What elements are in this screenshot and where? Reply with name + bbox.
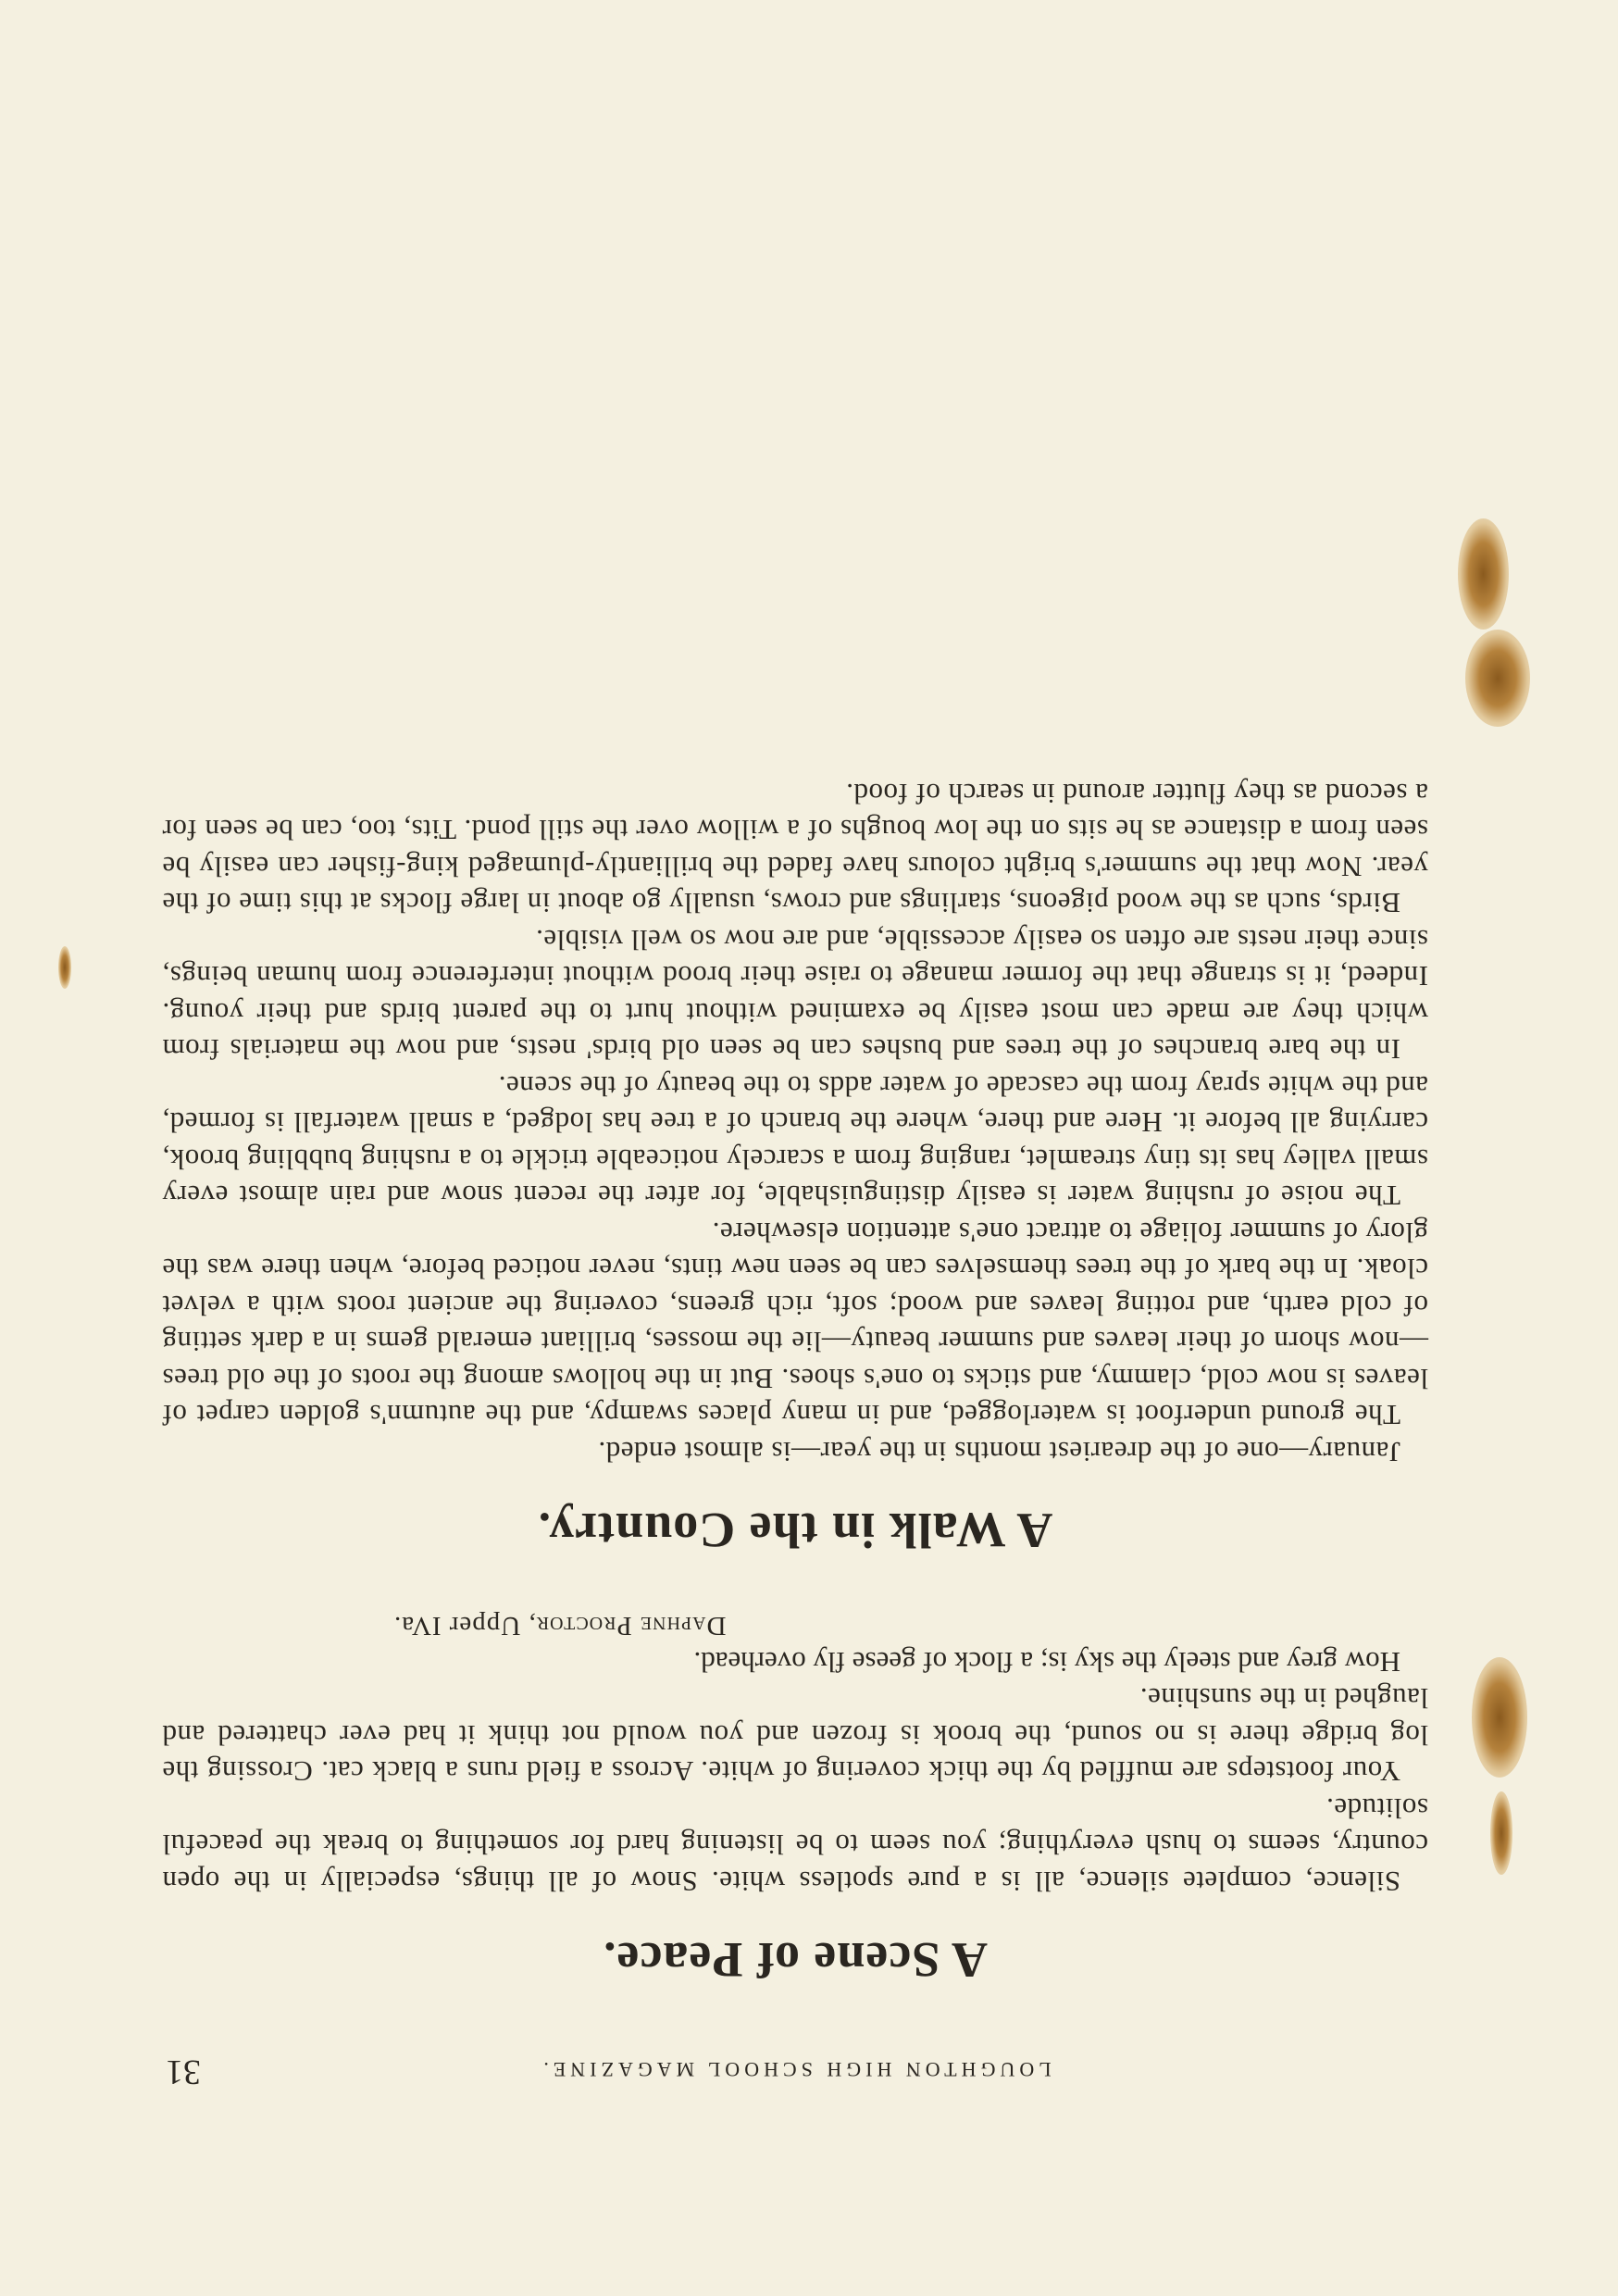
author-form: Upper IVa. (393, 1611, 521, 1641)
paragraph: Birds, such as the wood pigeons, starlings and crows, usually go about in large flocks at this time of the year. Now that the summer's bright colours have faded the brilliantly-plumaged king-fisher can easily be seen from a distance as he sits on the low boughs of a willow over the still pond. Tits, too, can be seen for a second as they flutter around in search of food. (162, 778, 1428, 920)
author-signature: Daphne Proctor, Upper IVa. (393, 1611, 727, 1641)
paragraph: The noise of rushing water is easily distinguishable, for after the recent snow and rain almost every small valley has its tiny streamlet, ranging from a scarcely noticeable trickle to a rushing bubbling brook, carrying all before it. Here and there, where the branch of a tree has lodged, a small waterfall is formed, and the white spray from the cascade of water adds to the beauty of the scene. (162, 1070, 1428, 1213)
paragraph: Silence, complete silence, all is a pure spotless white. Snow of all things, especially in the open country, seems to hush everything; you seem to be listening hard for something to break the peaceful solitude. (162, 1792, 1428, 1898)
page-text-block (162, 776, 1428, 2093)
paragraph: January—one of the dreariest months in the year—is almost ended. (597, 1436, 1400, 1468)
author-name: Daphne Proctor (535, 1611, 727, 1641)
binding-stain (1465, 630, 1530, 727)
binding-stain (1490, 1791, 1512, 1875)
paragraph: The ground underfoot is waterlogged, and in many places swampy, and the autumn's golden carpet of leaves is now cold, clammy, and sticks to one's shoes. But in the hollows among the roots of the old trees—now shorn of their leaves and summer beauty—lie the mosses, brilliant emerald gems in a dark setting of cold earth, and rotting leaves and wood; soft, rich greens, covering the ancient roots with a velvet cloak. In the bark of the trees themselves can be seen new tints, never noticed before, when there was the glory of summer foliage to attract one's attention elsewhere. (162, 1217, 1428, 1432)
binding-stain (1472, 1657, 1527, 1778)
page-number: 31 (166, 2053, 201, 2091)
binding-stain (58, 946, 71, 989)
paragraph: Your footsteps are muffled by the thick covering of white. Across a field runs a black cat. Crossing the log bridge there is no sound, the brook is frozen and you would not think it had ever chattered and laughed in the sunshine. (162, 1682, 1428, 1789)
article-title-walk-in-the-country: A Walk in the Country. (537, 1503, 1053, 1558)
paragraph: How grey and steely the sky is; a flock of geese fly overhead. (693, 1646, 1400, 1678)
running-header (162, 2037, 1428, 2092)
magazine-title: LOUGHTON HIGH SCHOOL MAGAZINE. (539, 2058, 1052, 2081)
binding-stain (1458, 518, 1509, 630)
paragraph: In the bare branches of the trees and bushes can be seen old birds' nests, and now the materials from which they are made can most easily be examined without hurt to the parent birds and their young. Indeed, it is strange that the former manage to raise their brood without interference from human beings, since their nests are often so easily accessible, and are now so well visible. (162, 924, 1428, 1067)
article-title-scene-of-peace: A Scene of Peace. (603, 1932, 988, 1988)
